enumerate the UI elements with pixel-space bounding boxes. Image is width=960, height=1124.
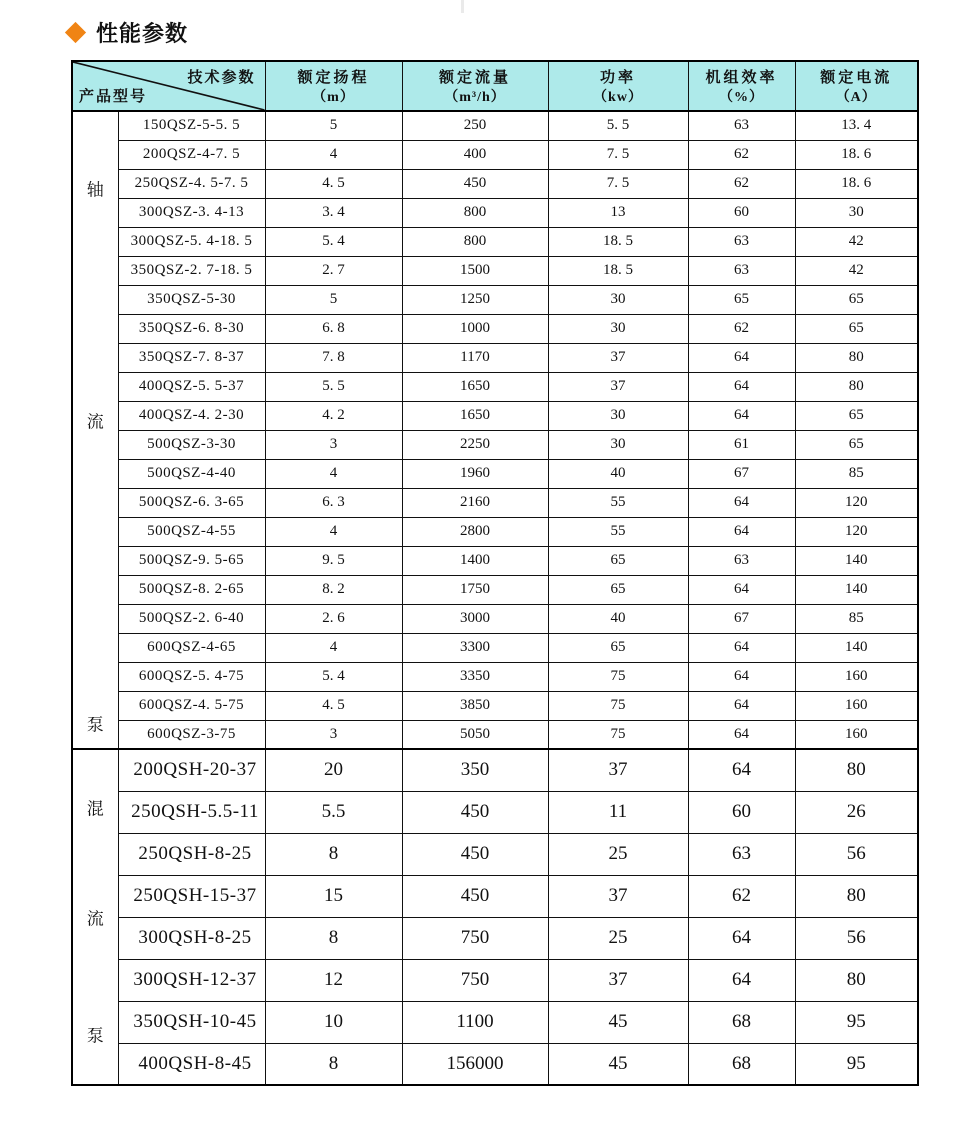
current-cell: 80: [795, 372, 918, 401]
efficiency-cell: 63: [688, 256, 795, 285]
current-cell: 80: [795, 959, 918, 1001]
category-char: 流: [86, 412, 104, 432]
model-cell: 300QSH-8-25: [118, 917, 265, 959]
efficiency-cell: 64: [688, 720, 795, 749]
power-cell: 37: [548, 749, 688, 791]
power-cell: 7. 5: [548, 169, 688, 198]
power-cell: 75: [548, 691, 688, 720]
flow-cell: 750: [402, 959, 548, 1001]
flow-cell: 450: [402, 833, 548, 875]
flow-cell: 1650: [402, 372, 548, 401]
current-cell: 13. 4: [795, 111, 918, 140]
model-cell: 300QSZ-3. 4-13: [118, 198, 265, 227]
table-row: [72, 1043, 918, 1085]
category-cell: [72, 749, 118, 1085]
flow-cell: 3300: [402, 633, 548, 662]
flow-cell: 1100: [402, 1001, 548, 1043]
table-row: [72, 198, 918, 227]
head-cell: 12: [265, 959, 402, 1001]
head-cell: 5: [265, 285, 402, 314]
model-cell: 400QSH-8-45: [118, 1043, 265, 1085]
flow-cell: 5050: [402, 720, 548, 749]
current-cell: 65: [795, 401, 918, 430]
header-rated-head: 额定扬程 （m）: [265, 61, 402, 111]
model-cell: 200QSZ-4-7. 5: [118, 140, 265, 169]
power-cell: 55: [548, 517, 688, 546]
power-cell: 25: [548, 833, 688, 875]
header-product-model: 产品型号: [79, 89, 148, 105]
current-cell: 30: [795, 198, 918, 227]
efficiency-cell: 62: [688, 169, 795, 198]
category-char: 泵: [86, 715, 104, 735]
head-cell: 6. 3: [265, 488, 402, 517]
category-cell: [72, 111, 118, 749]
header-tech-params: 技术参数: [187, 70, 256, 86]
current-cell: 80: [795, 749, 918, 791]
efficiency-cell: 64: [688, 401, 795, 430]
current-cell: 42: [795, 256, 918, 285]
head-cell: 15: [265, 875, 402, 917]
category-char: 混: [86, 799, 104, 819]
head-cell: 3: [265, 430, 402, 459]
power-cell: 7. 5: [548, 140, 688, 169]
category-char: 流: [86, 909, 104, 929]
current-cell: 120: [795, 488, 918, 517]
header-power: 功率 （kw）: [548, 61, 688, 111]
table-row: [72, 401, 918, 430]
power-cell: 65: [548, 633, 688, 662]
table-row: [72, 488, 918, 517]
current-cell: 56: [795, 917, 918, 959]
current-cell: 160: [795, 691, 918, 720]
model-cell: 400QSZ-5. 5-37: [118, 372, 265, 401]
table-row: [72, 720, 918, 749]
flow-cell: 3000: [402, 604, 548, 633]
model-cell: 600QSZ-3-75: [118, 720, 265, 749]
current-cell: 65: [795, 285, 918, 314]
flow-cell: 2160: [402, 488, 548, 517]
table-row: [72, 111, 918, 140]
head-cell: 9. 5: [265, 546, 402, 575]
power-cell: 45: [548, 1043, 688, 1085]
table-row: [72, 285, 918, 314]
table-row: [72, 314, 918, 343]
efficiency-cell: 64: [688, 343, 795, 372]
diagonal-header-cell: [72, 61, 265, 111]
efficiency-cell: 61: [688, 430, 795, 459]
head-cell: 8: [265, 917, 402, 959]
flow-cell: 800: [402, 227, 548, 256]
current-cell: 140: [795, 633, 918, 662]
model-cell: 250QSH-8-25: [118, 833, 265, 875]
table-row: [72, 959, 918, 1001]
model-cell: 500QSZ-6. 3-65: [118, 488, 265, 517]
table-row: [72, 833, 918, 875]
model-cell: 500QSZ-4-40: [118, 459, 265, 488]
table-row: [72, 1001, 918, 1043]
current-cell: 80: [795, 343, 918, 372]
model-cell: 250QSZ-4. 5-7. 5: [118, 169, 265, 198]
efficiency-cell: 63: [688, 833, 795, 875]
power-cell: 30: [548, 401, 688, 430]
efficiency-cell: 64: [688, 575, 795, 604]
table-row: [72, 691, 918, 720]
section-title: [66, 17, 188, 48]
category-char: 轴: [86, 180, 104, 200]
model-cell: 300QSZ-5. 4-18. 5: [118, 227, 265, 256]
current-cell: 18. 6: [795, 140, 918, 169]
power-cell: 55: [548, 488, 688, 517]
efficiency-cell: 60: [688, 198, 795, 227]
header-rated-current: 额定电流 （A）: [795, 61, 918, 111]
table-row: [72, 227, 918, 256]
efficiency-cell: 60: [688, 791, 795, 833]
diamond-bullet-icon: [65, 22, 86, 43]
table-row: [72, 791, 918, 833]
model-cell: 350QSH-10-45: [118, 1001, 265, 1043]
flow-cell: 1500: [402, 256, 548, 285]
model-cell: 500QSZ-4-55: [118, 517, 265, 546]
flow-cell: 1000: [402, 314, 548, 343]
efficiency-cell: 64: [688, 959, 795, 1001]
current-cell: 85: [795, 459, 918, 488]
power-cell: 30: [548, 430, 688, 459]
efficiency-cell: 62: [688, 875, 795, 917]
current-cell: 140: [795, 575, 918, 604]
head-cell: 4. 5: [265, 169, 402, 198]
power-cell: 37: [548, 343, 688, 372]
current-cell: 160: [795, 662, 918, 691]
head-cell: 7. 8: [265, 343, 402, 372]
flow-cell: 156000: [402, 1043, 548, 1085]
efficiency-cell: 63: [688, 111, 795, 140]
power-cell: 18. 5: [548, 256, 688, 285]
flow-cell: 450: [402, 169, 548, 198]
efficiency-cell: 63: [688, 227, 795, 256]
head-cell: 3. 4: [265, 198, 402, 227]
efficiency-cell: 64: [688, 488, 795, 517]
table-row: [72, 256, 918, 285]
power-cell: 37: [548, 959, 688, 1001]
head-cell: 5. 5: [265, 372, 402, 401]
flow-cell: 1170: [402, 343, 548, 372]
model-cell: 250QSH-15-37: [118, 875, 265, 917]
category-char: 泵: [86, 1026, 104, 1046]
model-cell: 500QSZ-8. 2-65: [118, 575, 265, 604]
head-cell: 5. 4: [265, 227, 402, 256]
head-cell: 4: [265, 517, 402, 546]
power-cell: 18. 5: [548, 227, 688, 256]
efficiency-cell: 67: [688, 459, 795, 488]
table-row: [72, 749, 918, 791]
flow-cell: 3350: [402, 662, 548, 691]
flow-cell: 450: [402, 791, 548, 833]
performance-parameters-table: [71, 60, 919, 1086]
table-row: [72, 372, 918, 401]
flow-cell: 1750: [402, 575, 548, 604]
head-cell: 8. 2: [265, 575, 402, 604]
model-cell: 500QSZ-9. 5-65: [118, 546, 265, 575]
efficiency-cell: 64: [688, 662, 795, 691]
flow-cell: 450: [402, 875, 548, 917]
table-row: [72, 343, 918, 372]
head-cell: 6. 8: [265, 314, 402, 343]
head-cell: 8: [265, 1043, 402, 1085]
flow-cell: 2250: [402, 430, 548, 459]
power-cell: 5. 5: [548, 111, 688, 140]
power-cell: 30: [548, 314, 688, 343]
model-cell: 350QSZ-6. 8-30: [118, 314, 265, 343]
flow-cell: 750: [402, 917, 548, 959]
power-cell: 75: [548, 720, 688, 749]
head-cell: 4: [265, 459, 402, 488]
current-cell: 56: [795, 833, 918, 875]
model-cell: 150QSZ-5-5. 5: [118, 111, 265, 140]
power-cell: 45: [548, 1001, 688, 1043]
flow-cell: 250: [402, 111, 548, 140]
head-cell: 4: [265, 633, 402, 662]
efficiency-cell: 62: [688, 140, 795, 169]
model-cell: 600QSZ-4. 5-75: [118, 691, 265, 720]
current-cell: 95: [795, 1043, 918, 1085]
table-row: [72, 517, 918, 546]
table-row: [72, 459, 918, 488]
model-cell: 500QSZ-3-30: [118, 430, 265, 459]
table-row: [72, 546, 918, 575]
model-cell: 400QSZ-4. 2-30: [118, 401, 265, 430]
current-cell: 65: [795, 430, 918, 459]
current-cell: 140: [795, 546, 918, 575]
table-row: [72, 430, 918, 459]
power-cell: 75: [548, 662, 688, 691]
header-unit-efficiency: 机组效率 （%）: [688, 61, 795, 111]
table-row: [72, 917, 918, 959]
table-row: [72, 604, 918, 633]
head-cell: 5.5: [265, 791, 402, 833]
flow-cell: 1400: [402, 546, 548, 575]
header-rated-flow: 额定流量 （m³/h）: [402, 61, 548, 111]
current-cell: 80: [795, 875, 918, 917]
model-cell: 500QSZ-2. 6-40: [118, 604, 265, 633]
table-row: [72, 140, 918, 169]
head-cell: 5: [265, 111, 402, 140]
model-cell: 350QSZ-5-30: [118, 285, 265, 314]
current-cell: 65: [795, 314, 918, 343]
flow-cell: 400: [402, 140, 548, 169]
power-cell: 37: [548, 875, 688, 917]
flow-cell: 1960: [402, 459, 548, 488]
current-cell: 160: [795, 720, 918, 749]
model-cell: 300QSH-12-37: [118, 959, 265, 1001]
scan-artifact: [461, 0, 464, 13]
current-cell: 42: [795, 227, 918, 256]
table-row: [72, 169, 918, 198]
power-cell: 25: [548, 917, 688, 959]
model-cell: 250QSH-5.5-11: [118, 791, 265, 833]
model-cell: 600QSZ-4-65: [118, 633, 265, 662]
head-cell: 20: [265, 749, 402, 791]
table-row: [72, 875, 918, 917]
head-cell: 4. 5: [265, 691, 402, 720]
efficiency-cell: 64: [688, 633, 795, 662]
power-cell: 37: [548, 372, 688, 401]
flow-cell: 2800: [402, 517, 548, 546]
model-cell: 350QSZ-2. 7-18. 5: [118, 256, 265, 285]
flow-cell: 1250: [402, 285, 548, 314]
table-header-row: [72, 61, 918, 111]
head-cell: 2. 6: [265, 604, 402, 633]
power-cell: 30: [548, 285, 688, 314]
efficiency-cell: 65: [688, 285, 795, 314]
power-cell: 40: [548, 604, 688, 633]
efficiency-cell: 64: [688, 691, 795, 720]
efficiency-cell: 64: [688, 917, 795, 959]
flow-cell: 1650: [402, 401, 548, 430]
power-cell: 13: [548, 198, 688, 227]
head-cell: 4: [265, 140, 402, 169]
table-row: [72, 662, 918, 691]
current-cell: 120: [795, 517, 918, 546]
flow-cell: 3850: [402, 691, 548, 720]
model-cell: 350QSZ-7. 8-37: [118, 343, 265, 372]
efficiency-cell: 64: [688, 372, 795, 401]
table-row: [72, 633, 918, 662]
flow-cell: 350: [402, 749, 548, 791]
efficiency-cell: 68: [688, 1001, 795, 1043]
model-cell: 600QSZ-5. 4-75: [118, 662, 265, 691]
model-cell: 200QSH-20-37: [118, 749, 265, 791]
head-cell: 5. 4: [265, 662, 402, 691]
efficiency-cell: 67: [688, 604, 795, 633]
current-cell: 85: [795, 604, 918, 633]
head-cell: 8: [265, 833, 402, 875]
head-cell: 10: [265, 1001, 402, 1043]
head-cell: 3: [265, 720, 402, 749]
head-cell: 4. 2: [265, 401, 402, 430]
power-cell: 40: [548, 459, 688, 488]
power-cell: 65: [548, 575, 688, 604]
current-cell: 26: [795, 791, 918, 833]
flow-cell: 800: [402, 198, 548, 227]
efficiency-cell: 63: [688, 546, 795, 575]
efficiency-cell: 62: [688, 314, 795, 343]
efficiency-cell: 64: [688, 517, 795, 546]
current-cell: 18. 6: [795, 169, 918, 198]
current-cell: 95: [795, 1001, 918, 1043]
head-cell: 2. 7: [265, 256, 402, 285]
table-row: [72, 575, 918, 604]
efficiency-cell: 68: [688, 1043, 795, 1085]
power-cell: 11: [548, 791, 688, 833]
page-title: 性能参数: [96, 21, 189, 46]
power-cell: 65: [548, 546, 688, 575]
efficiency-cell: 64: [688, 749, 795, 791]
